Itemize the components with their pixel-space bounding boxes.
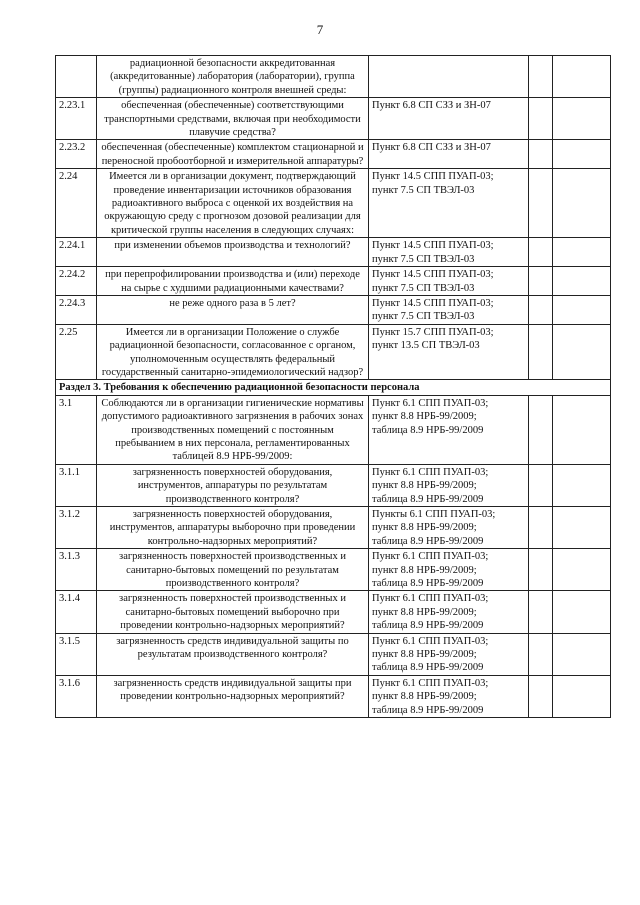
page-number: 7 xyxy=(316,22,324,37)
reference-line: пункт 8.8 НРБ-99/2009; xyxy=(372,606,477,618)
table-row xyxy=(56,169,611,238)
answer-cell xyxy=(529,549,553,591)
reference-cell xyxy=(369,56,529,98)
table-body-section-3 xyxy=(56,395,611,717)
reference-line: Пункт 6.1 СПП ПУАП-03; xyxy=(372,551,489,563)
table-row xyxy=(56,324,611,380)
section-header-row xyxy=(56,380,611,395)
reference-cell xyxy=(369,591,529,633)
note-cell xyxy=(553,98,611,140)
table-row xyxy=(56,295,611,324)
answer-cell xyxy=(529,675,553,717)
item-number: 3.1.4 xyxy=(56,591,97,633)
item-number: 2.24.3 xyxy=(56,295,97,324)
item-number: 3.1.1 xyxy=(56,464,97,506)
requirement-text: загрязненность поверхностей производственных и санитарно-бытовых помещений выборочно при проведении контрольно-надзорных мероприятий? xyxy=(97,591,369,633)
reference-line: Пункт 14.5 СПП ПУАП-03; xyxy=(372,297,494,309)
reference-line: пункт 8.8 НРБ-99/2009; xyxy=(372,480,477,492)
reference-line: Пункт 6.1 СПП ПУАП-03; xyxy=(372,593,489,605)
reference-line: Пункт 14.5 СПП ПУАП-03; xyxy=(372,171,494,183)
requirement-text: загрязненность средств индивидуальной защиты при проведении контрольно-надзорных мероприятий? xyxy=(97,675,369,717)
note-cell xyxy=(553,238,611,267)
answer-cell xyxy=(529,507,553,549)
reference-line: таблица 8.9 НРБ-99/2009 xyxy=(372,578,484,590)
reference-line: пункт 8.8 НРБ-99/2009; xyxy=(372,564,477,576)
requirement-text: загрязненность средств индивидуальной защиты по результатам производственного контроля? xyxy=(97,633,369,675)
reference-cell xyxy=(369,633,529,675)
reference-line: Пункт 6.1 СПП ПУАП-03; xyxy=(372,397,489,409)
note-cell xyxy=(553,267,611,296)
reference-cell xyxy=(369,140,529,169)
reference-line: Пункт 15.7 СПП ПУАП-03; xyxy=(372,326,494,338)
table-body-section-header xyxy=(56,380,611,395)
note-cell xyxy=(553,169,611,238)
reference-line: пункт 7.5 СП ТВЭЛ-03 xyxy=(372,253,475,265)
answer-cell xyxy=(529,238,553,267)
table-row xyxy=(56,507,611,549)
answer-cell xyxy=(529,591,553,633)
reference-cell xyxy=(369,238,529,267)
reference-line: Пункты 6.1 СПП ПУАП-03; xyxy=(372,509,496,520)
item-number: 2.23.1 xyxy=(56,98,97,140)
note-cell xyxy=(553,56,611,98)
item-number: 2.24 xyxy=(56,169,97,238)
reference-line: пункт 13.5 СП ТВЭЛ-03 xyxy=(372,340,480,352)
reference-cell xyxy=(369,507,529,549)
requirement-text: Соблюдаются ли в организации гигиенические нормативы допустимого радиоактивного загрязнения в рабочих зонах производственных помещений с постоянным пребыванием в них персонала, регламентированных таблицей 8.9 НРБ-99/2009: xyxy=(97,395,369,464)
reference-line: Пункт 6.1 СПП ПУАП-03; xyxy=(372,466,489,478)
item-number: 2.23.2 xyxy=(56,140,97,169)
answer-cell xyxy=(529,324,553,380)
answer-cell xyxy=(529,169,553,238)
reference-cell xyxy=(369,324,529,380)
table-body-section-2 xyxy=(56,56,611,380)
reference-line: Пункт 14.5 СПП ПУАП-03; xyxy=(372,269,494,281)
table-row xyxy=(56,464,611,506)
reference-line: таблица 8.9 НРБ-99/2009 xyxy=(372,424,484,436)
item-number: 2.24.1 xyxy=(56,238,97,267)
section-3-title: Раздел 3. Требования к обеспечению радиационной безопасности персонала xyxy=(56,380,611,395)
note-cell xyxy=(553,591,611,633)
reference-line: Пункт 6.1 СПП ПУАП-03; xyxy=(372,677,489,689)
item-number: 2.24.2 xyxy=(56,267,97,296)
checklist-table xyxy=(55,55,611,718)
table-row xyxy=(56,633,611,675)
item-number: 2.25 xyxy=(56,324,97,380)
item-number: 3.1.6 xyxy=(56,675,97,717)
reference-cell xyxy=(369,675,529,717)
note-cell xyxy=(553,295,611,324)
item-number xyxy=(56,56,97,98)
reference-line: таблица 8.9 НРБ-99/2009 xyxy=(372,535,484,547)
reference-line: пункт 7.5 СП ТВЭЛ-03 xyxy=(372,184,475,196)
note-cell xyxy=(553,324,611,380)
reference-line: таблица 8.9 НРБ-99/2009 xyxy=(372,620,484,632)
answer-cell xyxy=(529,464,553,506)
reference-cell xyxy=(369,549,529,591)
reference-line: пункт 8.8 НРБ-99/2009; xyxy=(372,649,477,661)
reference-line: Пункт 14.5 СПП ПУАП-03; xyxy=(372,240,494,252)
requirement-text: загрязненность поверхностей оборудования, инструментов, аппаратуры выборочно при проведении контрольно-надзорных мероприятий? xyxy=(97,507,369,549)
note-cell xyxy=(553,675,611,717)
table-row xyxy=(56,591,611,633)
reference-line: пункт 8.8 НРБ-99/2009; xyxy=(372,411,477,423)
requirement-text: обеспеченная (обеспеченные) комплектом стационарной и переносной пробоотборной и измерительной аппаратуры? xyxy=(97,140,369,169)
reference-line: Пункт 6.1 СПП ПУАП-03; xyxy=(372,635,489,647)
note-cell xyxy=(553,464,611,506)
requirement-text: радиационной безопасности аккредитованная (аккредитованные) лаборатория (лаборатории), группа (группы) радиационного контроля внешней среды: xyxy=(97,56,369,98)
requirement-text: загрязненность поверхностей оборудования, инструментов, аппаратуры по результатам производственного контроля? xyxy=(97,464,369,506)
note-cell xyxy=(553,633,611,675)
item-number: 3.1.5 xyxy=(56,633,97,675)
answer-cell xyxy=(529,56,553,98)
requirement-text: Имеется ли в организации документ, подтверждающий проведение инвентаризации источников образования радиоактивного выброса с оценкой их воздействия на окружающую среду с прогнозом дозовой реализации для критической группы населения в следующих случаях: xyxy=(97,169,369,238)
note-cell xyxy=(553,549,611,591)
answer-cell xyxy=(529,295,553,324)
reference-line: Пункт 6.8 СП СЗЗ и ЗН-07 xyxy=(372,100,491,112)
note-cell xyxy=(553,395,611,464)
table-row xyxy=(56,238,611,267)
reference-cell xyxy=(369,169,529,238)
reference-cell xyxy=(369,295,529,324)
answer-cell xyxy=(529,633,553,675)
table-row xyxy=(56,140,611,169)
note-cell xyxy=(553,507,611,549)
note-cell xyxy=(553,140,611,169)
requirement-text: загрязненность поверхностей производственных и санитарно-бытовых помещений по результатам производственного контроля? xyxy=(97,549,369,591)
table-row xyxy=(56,98,611,140)
table-row xyxy=(56,675,611,717)
reference-cell xyxy=(369,98,529,140)
table-row xyxy=(56,549,611,591)
table-row xyxy=(56,395,611,464)
reference-line: пункт 8.8 НРБ-99/2009; xyxy=(372,691,477,703)
table-row xyxy=(56,267,611,296)
reference-line: таблица 8.9 НРБ-99/2009 xyxy=(372,662,484,674)
item-number: 3.1 xyxy=(56,395,97,464)
requirement-text: не реже одного раза в 5 лет? xyxy=(97,295,369,324)
reference-cell xyxy=(369,464,529,506)
answer-cell xyxy=(529,140,553,169)
reference-line: пункт 7.5 СП ТВЭЛ-03 xyxy=(372,282,475,294)
reference-line: Пункт 6.8 СП СЗЗ и ЗН-07 xyxy=(372,142,491,154)
answer-cell xyxy=(529,267,553,296)
requirement-text: Имеется ли в организации Положение о службе радиационной безопасности, согласованное с органом, уполномоченным осуществлять федеральный государственный санитарно-эпидемиологический надзор? xyxy=(97,324,369,380)
reference-line: таблица 8.9 НРБ-99/2009 xyxy=(372,704,484,716)
reference-line: пункт 7.5 СП ТВЭЛ-03 xyxy=(372,311,475,323)
reference-line: таблица 8.9 НРБ-99/2009 xyxy=(372,493,484,505)
requirement-text: при перепрофилировании производства и (или) переходе на сырье с худшими радиационными качествами? xyxy=(97,267,369,296)
answer-cell xyxy=(529,395,553,464)
reference-line: пункт 8.8 НРБ-99/2009; xyxy=(372,522,477,534)
reference-cell xyxy=(369,395,529,464)
table-row xyxy=(56,56,611,98)
requirement-text: при изменении объемов производства и технологий? xyxy=(97,238,369,267)
reference-cell xyxy=(369,267,529,296)
answer-cell xyxy=(529,98,553,140)
item-number: 3.1.3 xyxy=(56,549,97,591)
requirement-text: обеспеченная (обеспеченные) соответствующими транспортными средствами, включая при необходимости плавучие средства? xyxy=(97,98,369,140)
item-number: 3.1.2 xyxy=(56,507,97,549)
